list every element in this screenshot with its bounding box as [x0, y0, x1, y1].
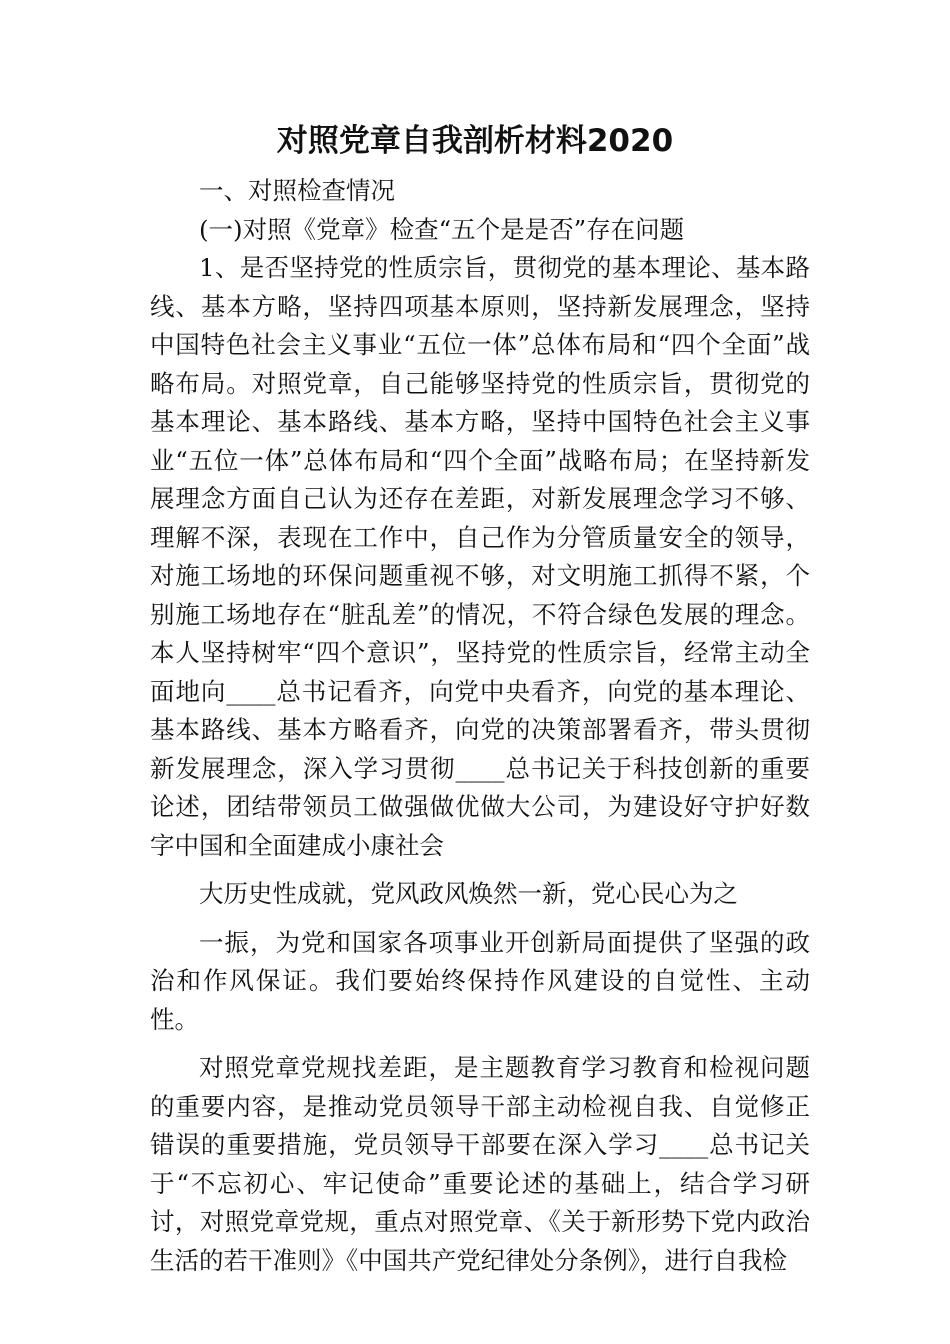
section-heading: 一、对照检查情况	[199, 176, 395, 205]
document-title: 对照党章自我剖析材料2020	[276, 123, 674, 159]
body-paragraph: 1、是否坚持党的性质宗旨，贯彻党的基本理论、基本路线、基本方略，坚持四项基本原则，坚持新发展理念，坚持中国特色社会主义事业“五位一体”总体布局和“四个全面”战略布局。对照党章，自己能够坚持党的性质宗旨，贯彻党的基本理论、基本路线、基本方略，坚持中国特色社会主义事业“五位一体”总体布局和“四个全面”战略布局；在坚持新发展理念方面自己认为还存在差距，对新发展理念学习不够、理解不深，表现在工作中，自己作为分管质量安全的领导，对施工场地的环保问题重视不够，对文明施工抓得不紧，个别施工场地存在“脏乱差”的情况，不符合绿色发展的理念。本人坚持树牢“四个意识”，坚持党的性质宗旨，经常主动全面地向____总书记看齐，向党中央看齐，向党的基本理论、基本路线、基本方略看齐，向党的决策部署看齐，带头贯彻新发展理念，深入学习贯彻____总书记关于科技创新的重要论述，团结带领员工做强做优做大公司，为建设好守护好数字中国和全面建成小康社会	[150, 253, 810, 860]
document-body	[150, 172, 810, 1280]
body-paragraph: 大历史性成就，党风政风焕然一新，党心民心为之	[199, 879, 738, 908]
subsection-heading: (一)对照《党章》检查“五个是是否”存在问题	[199, 214, 685, 244]
body-paragraph: 一振，为党和国家各项事业开创新局面提供了坚强的政治和作风保证。我们要始终保持作风建设的自觉性、主动性。	[150, 927, 810, 1034]
body-paragraph: 对照党章党规找差距，是主题教育学习教育和检视问题的重要内容，是推动党员领导干部主动检视自我、自觉修正错误的重要措施，党员领导干部要在深入学习____总书记关于“不忘初心、牢记使命”重要论述的基础上，结合学习研讨，对照党章党规，重点对照党章、《关于新形势下党内政治生活的若干准则》《中国共产党纪律处分条例》，进行自我检	[150, 1053, 810, 1275]
